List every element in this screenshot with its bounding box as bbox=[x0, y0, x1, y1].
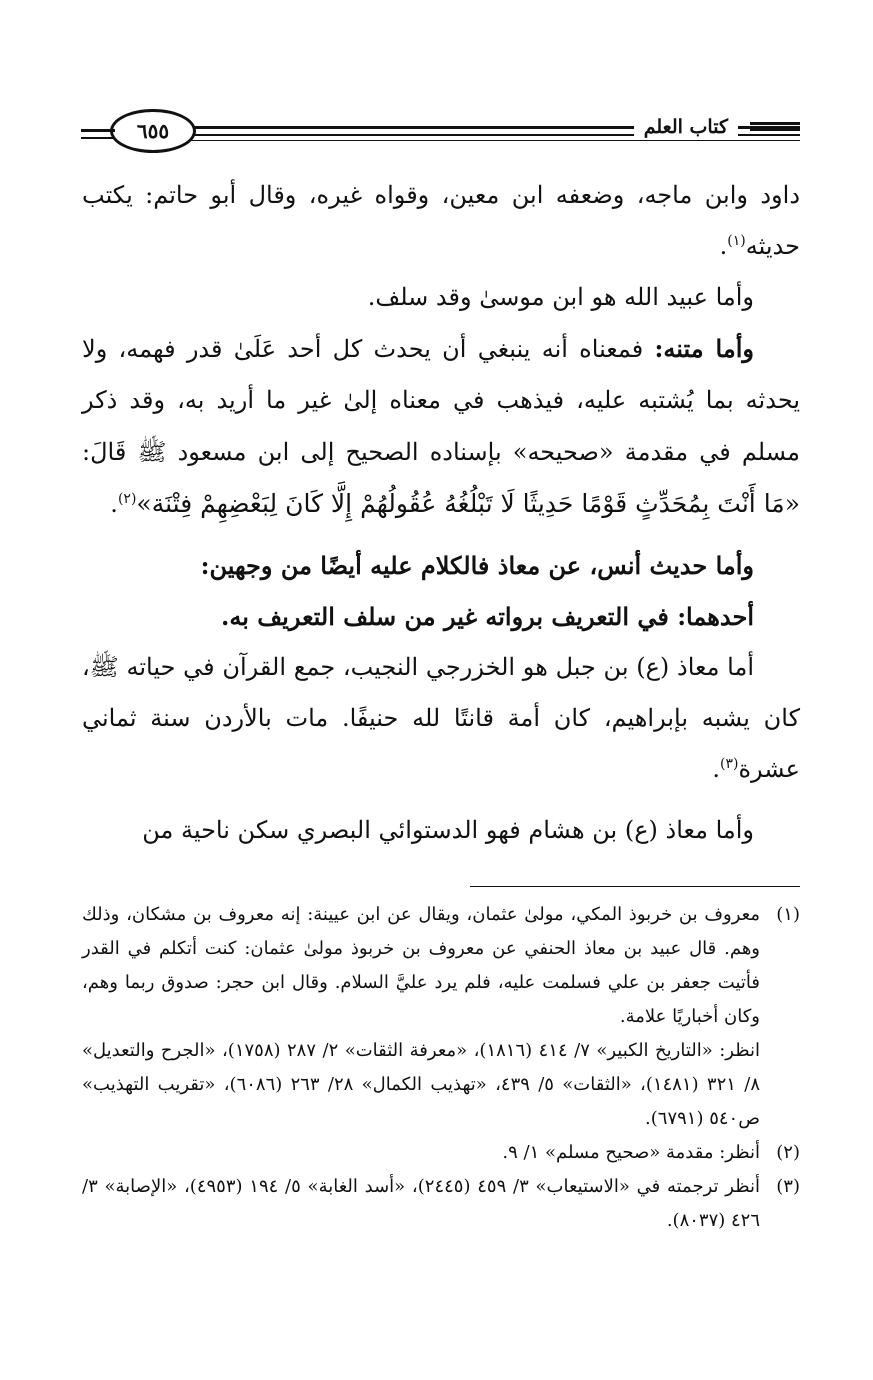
paragraph bbox=[82, 272, 800, 323]
paragraph: أما معاذ (ع) بن جبل هو الخزرجي النجيب، جمع القرآن في حياته ﷺ، كان يشبه بإبراهيم، كان أمة قانتًا لله حنيفًا. مات بالأردن سنة ثماني عشرة$^{(٣)}$. bbox=[82, 653, 801, 783]
paragraph-text: فمعناه أنه ينبغي أن يحدث كل أحد عَلَىٰ قدر فهمه، ولا يحدثه بما يُشتبه عليه، فيذهب في معناه إلىٰ غير ما أريد به، وقد ذكر مسلم في مقدمة «صحيحه» بإسناده الصحيح إلى ابن مسعود ﷺ قَالَ: bbox=[82, 335, 801, 466]
footnote-text: انظر: «التاريخ الكبير» ٧/ ٤١٤ (١٨١٦)، «معرفة الثقات» ٢/ ٢٨٧ (١٧٥٨)، «الجرح والتعديل» ٨/ ٣٢١ (١٤٨١)، «الثقات» ٥/ ٤٣٩، «تهذيب الكمال» ٢٨/ ٢٦٣ (٦٠٨٦)، «تقريب التهذيب» ص٥٤٠ (٦٧٩١). bbox=[82, 1040, 760, 1129]
paragraph-lead: أحدهما: bbox=[677, 602, 754, 631]
book-title: كتاب العلم bbox=[634, 116, 738, 138]
footnote-ref[interactable]: (٢) bbox=[117, 491, 137, 507]
paragraph-lead: وأما متنه: bbox=[654, 334, 754, 363]
footnote-divider bbox=[470, 886, 800, 887]
footnote-1 bbox=[82, 898, 800, 1034]
footnotes bbox=[82, 898, 800, 1238]
footnote-number: (٣) bbox=[776, 1176, 800, 1197]
footnote-number: (١) bbox=[776, 904, 800, 925]
paragraph-text: وأما عبيد الله هو ابن موسىٰ وقد سلف. bbox=[367, 283, 754, 311]
title-ornament bbox=[750, 122, 800, 134]
footnote-1-sources bbox=[82, 1034, 800, 1136]
footnote-3 bbox=[82, 1170, 800, 1238]
paragraph-text: أما معاذ (ع) بن جبل هو الخزرجي النجيب، جمع القرآن في حياته ﷺ، كان يشبه بإبراهيم، كان أمة قانتًا لله حنيفًا. مات بالأردن سنة ثماني عشرة bbox=[82, 653, 801, 783]
paragraph bbox=[82, 591, 800, 642]
header-rule bbox=[182, 140, 800, 141]
paragraph-text: في التعريف برواته غير من سلف التعريف به. bbox=[221, 602, 678, 631]
paragraph-text: داود وابن ماجه، وضعفه ابن معين، وقواه غيره، وقال أبو حاتم: يكتب حديثه bbox=[82, 181, 801, 260]
footnote-text: معروف بن خربوذ المكي، مولىٰ عثمان، ويقال عن ابن عيينة: إنه معروف بن مشكان، وذلك وهم. قال عبيد بن معاذ الحنفي عن معروف بن خربوذ مولىٰ عثمان: كنت أتكلم في القدر فأتيت جعفر بن علي فسلمت عليه، فلم يرد عليَّ السلام. وقال ابن حجر: صدوق ربما وهم، وكان أخباريًا علامة. bbox=[82, 904, 760, 1027]
paragraph: وأما متنه: فمعناه أنه ينبغي أن يحدث كل أحد عَلَىٰ قدر فهمه، ولا يحدثه بما يُشتبه عليه، فيذهب في معناه إلىٰ غير ما أريد به، وقد ذكر مسلم في مقدمة «صحيحه» بإسناده الصحيح إلى ابن مسعود ﷺ قَالَ: «مَا أَنْتَ بِمُحَدِّثٍ قَوْمًا حَدِيثًا لَا تَبْلُغُهُ عُقُولُهُمْ إِلَّا كَانَ لِبَعْضِهِمْ فِتْنَة»$^{(٢)}$. bbox=[82, 334, 801, 518]
paragraph bbox=[82, 805, 800, 856]
footnote-ref[interactable]: (١) bbox=[727, 233, 746, 249]
paragraph-text: وأما معاذ (ع) بن هشام فهو الدستوائي البصري سكن ناحية من bbox=[142, 816, 754, 844]
footnote-number: (٢) bbox=[776, 1142, 800, 1163]
paragraph-text: وأما حديث أنس، عن معاذ فالكلام عليه أيضًا من وجهين: bbox=[200, 551, 754, 580]
hadith-quote: «مَا أَنْتَ بِمُحَدِّثٍ قَوْمًا حَدِيثًا لَا تَبْلُغُهُ عُقُولُهُمْ إِلَّا كَانَ لِبَعْضِهِمْ فِتْنَة» bbox=[136, 489, 800, 518]
footnote-text: أنظر ترجمته في «الاستيعاب» ٣/ ٤٥٩ (٢٤٤٥)، «أسد الغابة» ٥/ ١٩٤ (٤٩٥٣)، «الإصابة» ٣/ ٤٢٦ (٨٠٣٧). bbox=[82, 1176, 760, 1231]
footnote-text: أنظر: مقدمة «صحيح مسلم» ١/ ٩. bbox=[502, 1142, 760, 1163]
page-header bbox=[82, 106, 800, 156]
paragraph: داود وابن ماجه، وضعفه ابن معين، وقواه غيره، وقال أبو حاتم: يكتب حديثه$^{(١)}$. bbox=[82, 181, 801, 260]
main-text bbox=[82, 170, 800, 856]
footnote-ref[interactable]: (٣) bbox=[719, 756, 739, 772]
footnote-2 bbox=[82, 1136, 800, 1170]
page-number: ٦٥٥ bbox=[110, 109, 196, 153]
paragraph bbox=[82, 540, 800, 591]
